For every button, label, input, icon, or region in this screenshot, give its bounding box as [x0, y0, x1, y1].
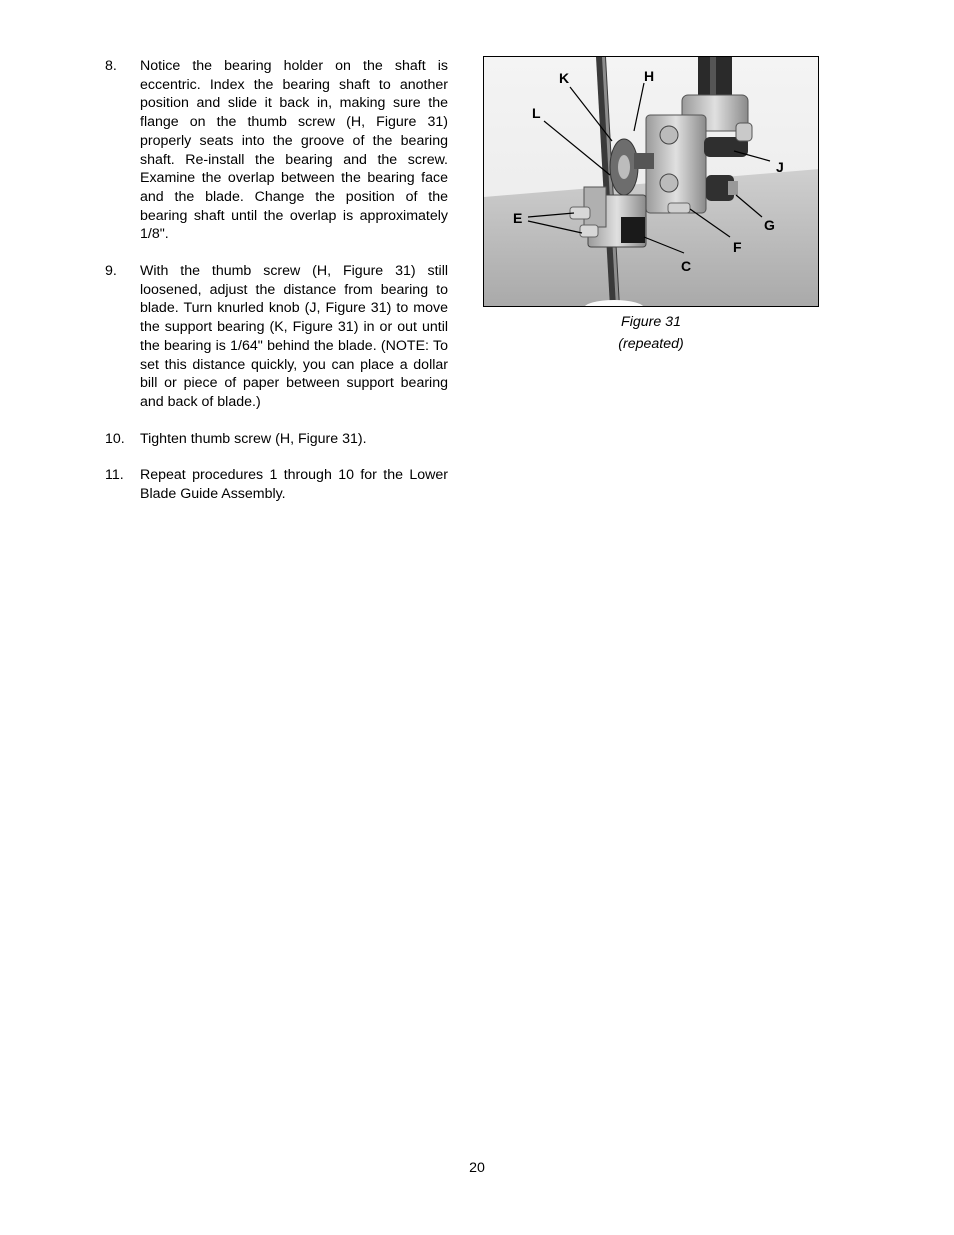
blade-guide-photo [483, 56, 819, 307]
step-text: Repeat procedures 1 through 10 for the Lower Blade Guide Assembly. [140, 467, 448, 503]
step-item [105, 57, 448, 244]
step-item [105, 466, 448, 503]
label-k: K [559, 70, 570, 86]
label-j: J [776, 159, 784, 175]
figure-caption: Figure 31 [621, 314, 681, 330]
step-number: 11. [105, 467, 124, 484]
blade-guide-illustration [484, 57, 819, 307]
label-h: H [644, 68, 655, 84]
page-number: 20 [469, 1160, 485, 1176]
step-text: With the thumb screw (H, Figure 31) still loosened, adjust the distance from bearing to blade. Turn knurled knob (J, Figure 31) to move the support bearing (K, Figure 31) in or out until the bearing is 1/64" behind the blade. (NOTE: To set this distance quickly, you can place a dollar bill or piece of paper between support bearing and back of blade.) [140, 263, 448, 410]
label-g: G [764, 217, 775, 233]
label-f: F [733, 239, 742, 255]
label-e: E [513, 210, 523, 226]
step-item [105, 262, 448, 412]
figure-caption-note: (repeated) [618, 336, 684, 352]
step-number: 8. [105, 58, 117, 74]
procedure-steps [105, 57, 448, 522]
label-c: C [681, 258, 692, 274]
step-text: Tighten thumb screw (H, Figure 31). [140, 430, 367, 447]
step-item [105, 430, 448, 449]
label-l: L [532, 105, 541, 121]
step-text: Notice the bearing holder on the shaft is eccentric. Index the bearing shaft to another position and slide it back in, making sure the flange on the thumb screw (H, Figure 31) properly seats into the groove of the bearing shaft. Re-install the bearing and the screw. Examine the overlap between the bearing face and the blade. Change the position of the bearing shaft until the overlap is approximately 1/8". [140, 58, 448, 243]
step-number: 9. [105, 263, 117, 280]
guide-block-insert [621, 217, 645, 243]
step-number: 10. [105, 430, 125, 447]
